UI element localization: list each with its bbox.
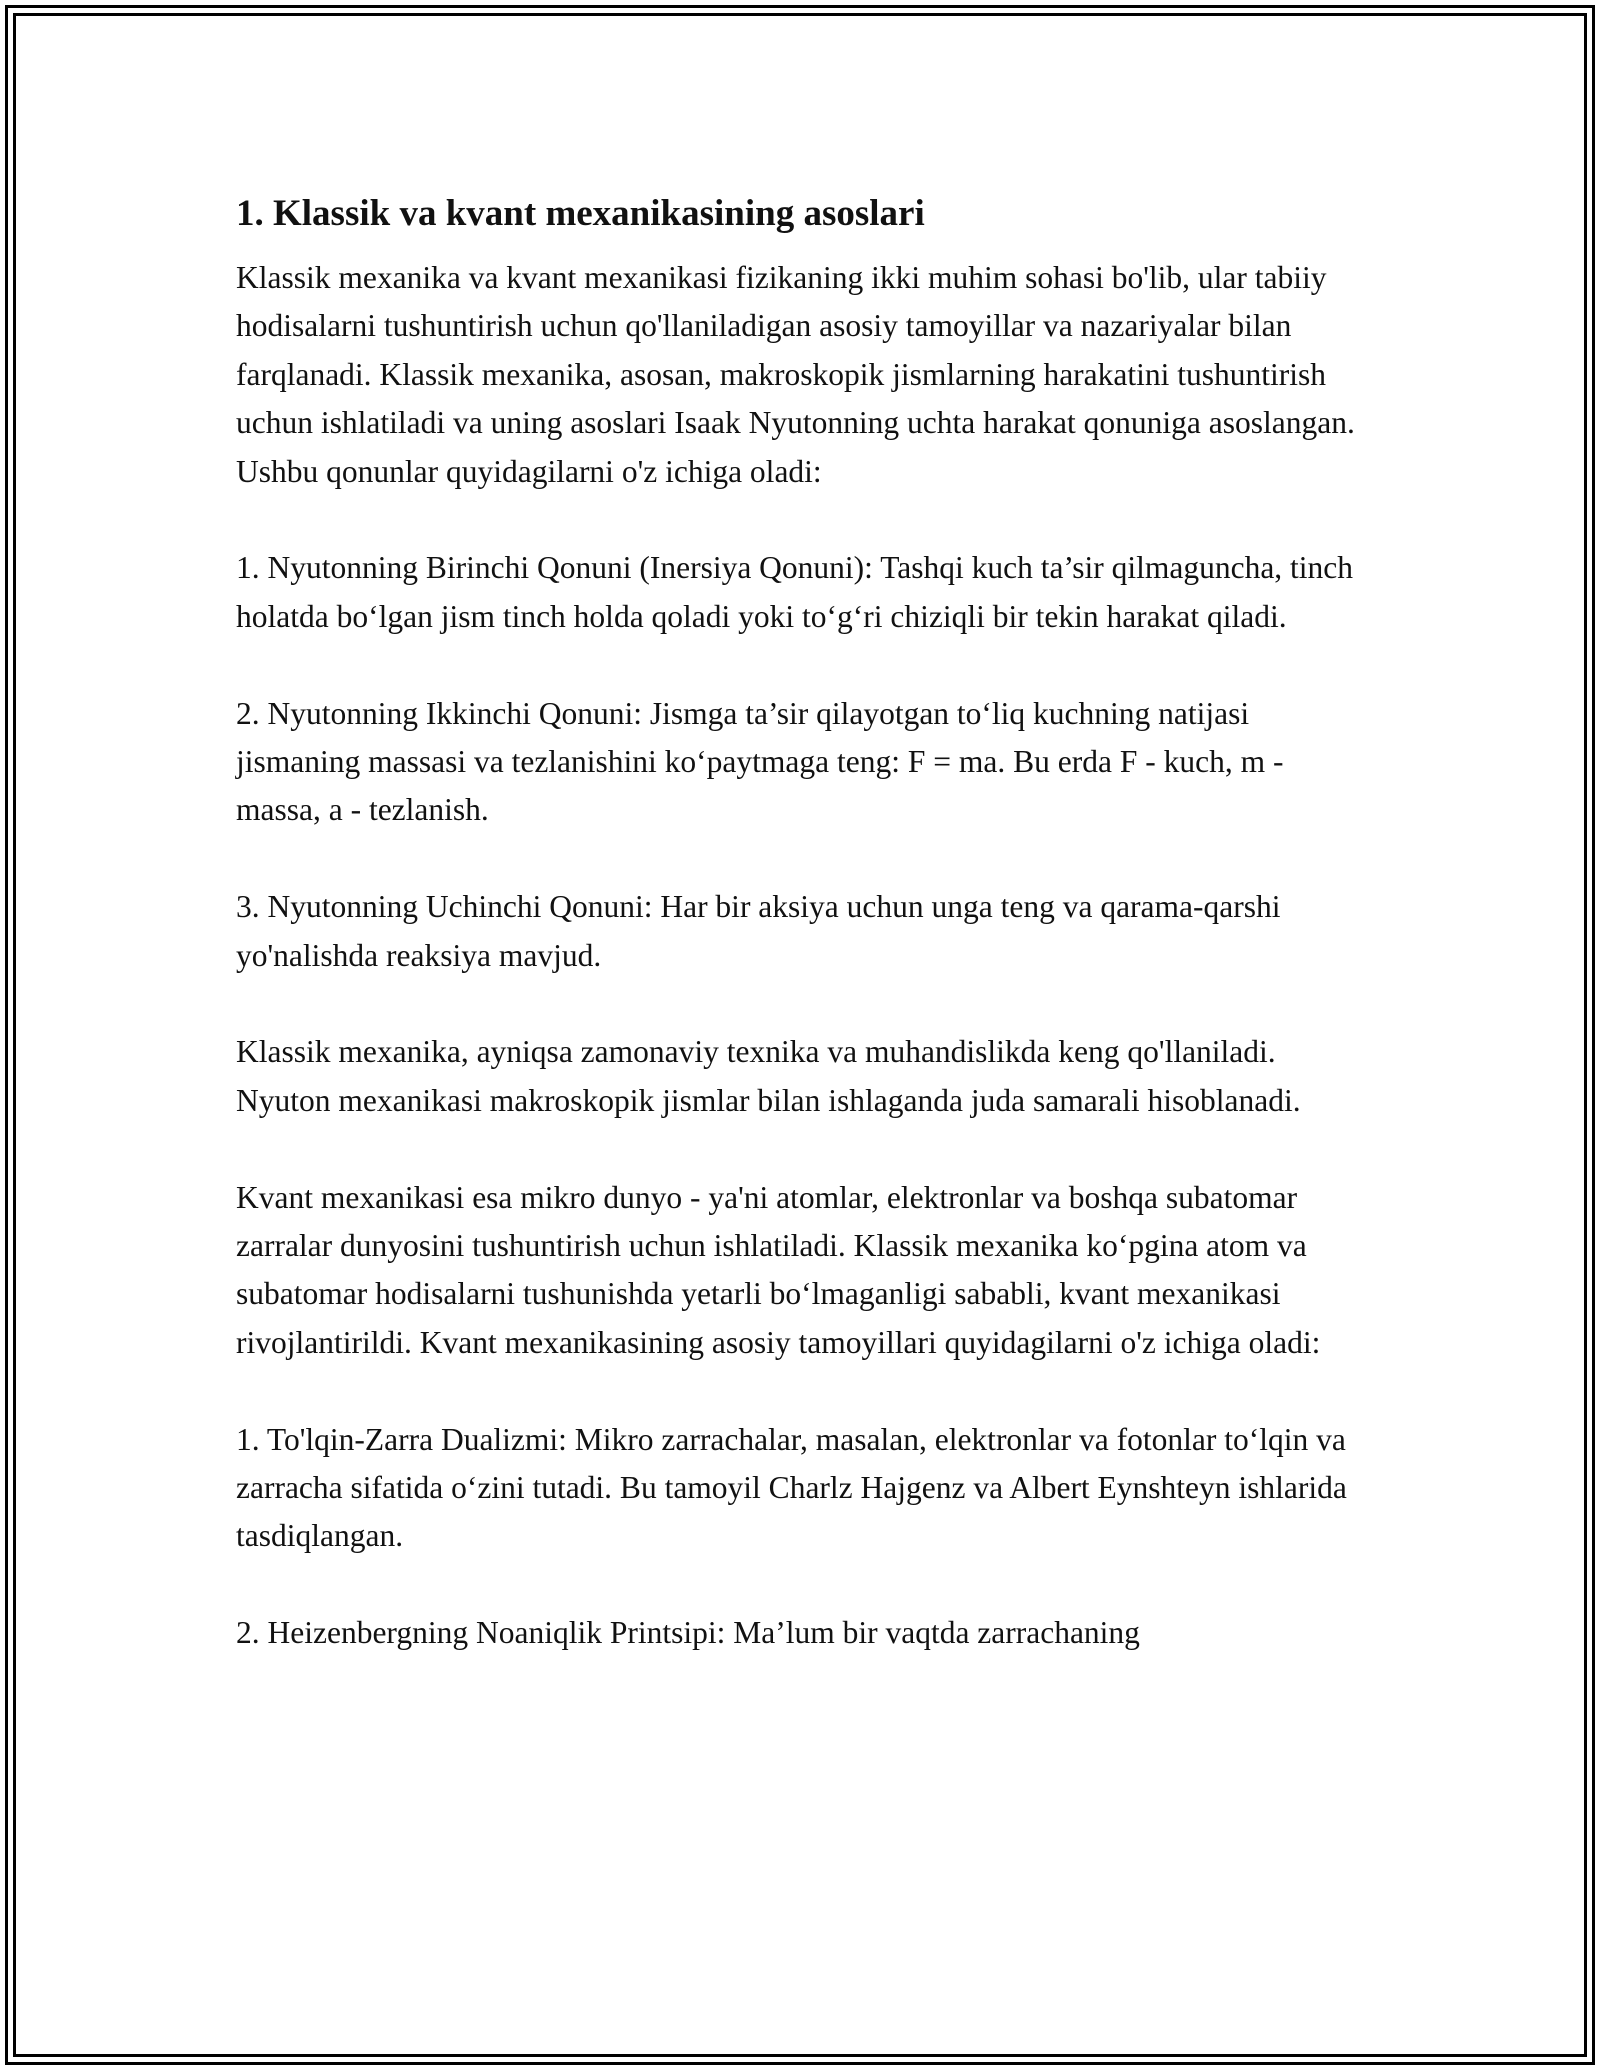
newton-third-law-paragraph: 3. Nyutonning Uchinchi Qonuni: Har bir aksiya uchun unga teng va qarama-qarshi yo'nalishda reaksiya mavjud. [236,889,1281,973]
newton-first-law-paragraph: 1. Nyutonning Birinchi Qonuni (Inersiya Qonuni): Tashqi kuch ta’sir qilmaguncha, tinch holatda bo‘lgan jism tinch holda qoladi yoki to‘g‘ri chiziqli bir tekin harakat qiladi. [236,550,1354,634]
quantum-intro-paragraph: Kvant mexanikasi esa mikro dunyo - ya'ni atomlar, elektronlar va boshqa subatomar zarralar dunyosini tushuntirish uchun ishlatiladi. Klassik mexanika ko‘pgina atom va subatomar hodisalarni tushunishda yetarli bo‘lmaganligi sababli, kvant mexanikasi rivojlantirildi. Kvant mexanikasining asosiy tamoyillari quyidagilarni o'z ichiga oladi: [236,1179,1321,1360]
classical-application-paragraph: Klassik mexanika, ayniqsa zamonaviy texnika va muhandislikda keng qo'llaniladi. Nyuton mexanikasi makroskopik jismlar bilan ishlaganda juda samarali hisoblanadi. [236,1034,1301,1118]
uncertainty-principle-paragraph: 2. Heizenbergning Noaniqlik Printsipi: Ma’lum bir vaqtda zarrachaning [236,1615,1140,1651]
intro-paragraph: Klassik mexanika va kvant mexanikasi fizikaning ikki muhim sohasi bo'lib, ular tabiiy hodisalarni tushuntirish uchun qo'llaniladigan asosiy tamoyillar va nazariyalar bilan farqlanadi. Klassik mexanika, asosan, makroskopik jismlarning harakatini tushuntirish uchun ishlatiladi va uning asoslari Isaak Nyutonning uchta harakat qonuniga asoslangan. Ushbu qonunlar quyidagilarni o'z ichiga oladi: [236,260,1355,489]
newton-second-law-paragraph: 2. Nyutonning Ikkinchi Qonuni: Jismga ta’sir qilayotgan to‘liq kuchning natijasi jismaning massasi va tezlanishini ko‘paytmaga teng: F = ma. Bu erda F - kuch, m - massa, a - tezlanish. [236,695,1284,828]
section-title: 1. Klassik va kvant mexanikasining asoslari [236,193,925,234]
wave-particle-duality-paragraph: 1. To'lqin-Zarra Dualizmi: Mikro zarrachalar, masalan, elektronlar va fotonlar to‘lqin va zarracha sifatida o‘zini tutadi. Bu tamoyil Charlz Hajgenz va Albert Eynshteyn ishlarida tasdiqlangan. [236,1421,1347,1554]
document-body [236,186,1366,1706]
